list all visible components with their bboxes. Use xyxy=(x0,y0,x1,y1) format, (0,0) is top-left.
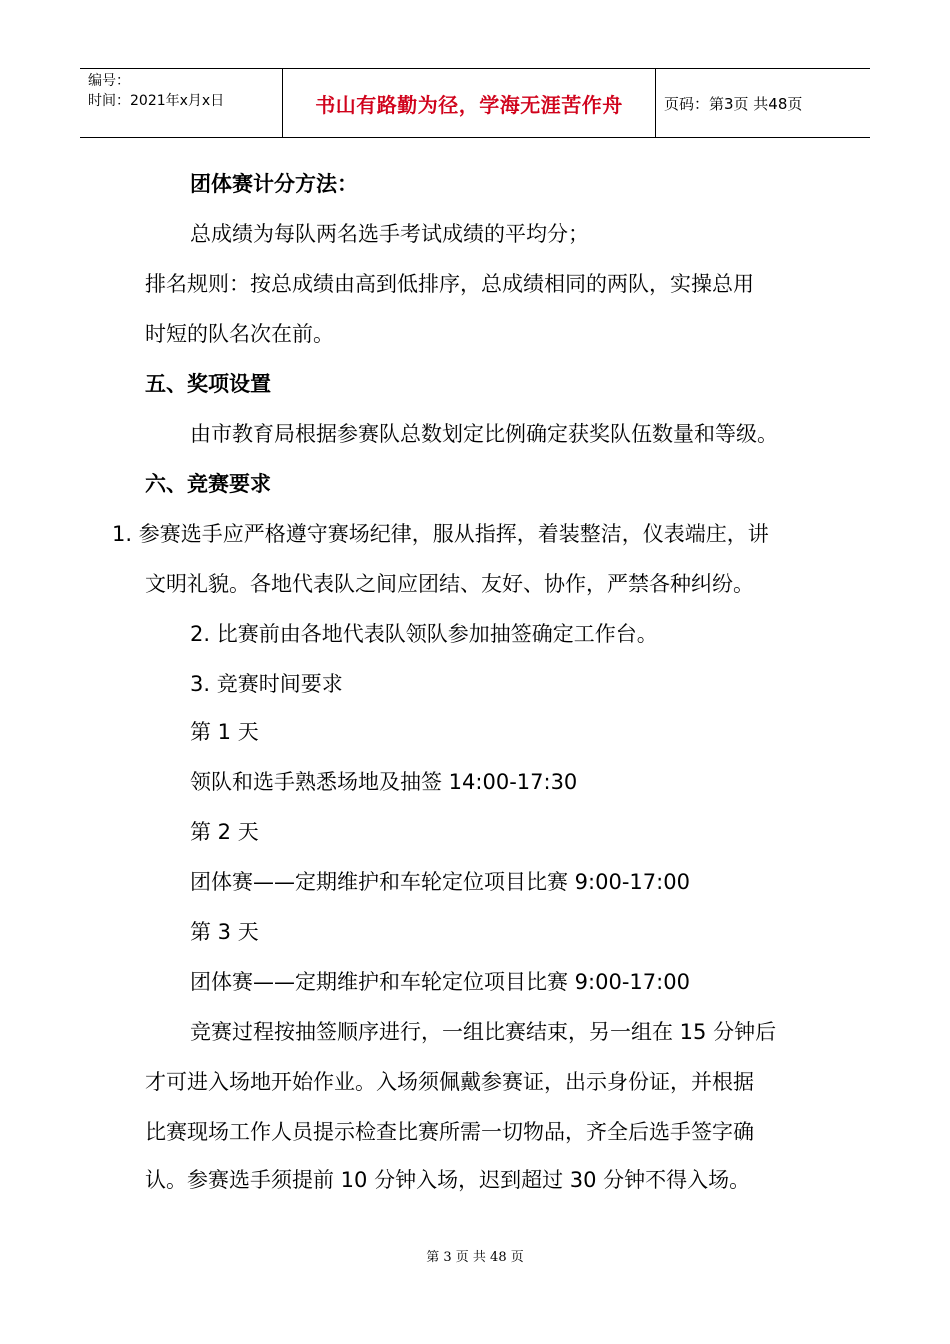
header-motto: 书山有路勤为径，学海无涯苦作舟 xyxy=(282,69,656,137)
header-page-label: 页码：第3页 共48页 xyxy=(664,94,803,113)
page-footer: 第 3 页 共 48 页 xyxy=(426,1250,524,1265)
header-number-label: 编号： xyxy=(88,73,130,89)
header-date-label: 时间：2021年x月x日 xyxy=(88,93,225,109)
ranking-line-2: 时短的队名次在前。 xyxy=(145,322,334,346)
day-1-label: 第 1 天 xyxy=(190,720,259,744)
requirement-1-line-1: 1. 参赛选手应严格遵守赛场纪律，服从指挥，着装整洁，仪表端庄，讲 xyxy=(112,522,769,546)
scoring-heading: 团体赛计分方法： xyxy=(190,172,358,196)
day-2-label: 第 2 天 xyxy=(190,820,259,844)
scoring-total: 总成绩为每队两名选手考试成绩的平均分； xyxy=(190,222,589,246)
section6-heading: 六、竞赛要求 xyxy=(145,472,271,496)
process-line-4: 认。参赛选手须提前 10 分钟入场，迟到超过 30 分钟不得入场。 xyxy=(145,1168,751,1192)
day-3-label: 第 3 天 xyxy=(190,920,259,944)
day-2-schedule: 团体赛——定期维护和车轮定位项目比赛 9:00-17:00 xyxy=(190,870,690,894)
day-1-schedule: 领队和选手熟悉场地及抽签 14:00-17:30 xyxy=(190,770,578,794)
day-3-schedule: 团体赛——定期维护和车轮定位项目比赛 9:00-17:00 xyxy=(190,970,690,994)
section5-heading: 五、奖项设置 xyxy=(145,372,271,396)
ranking-line-1: 排名规则：按总成绩由高到低排序，总成绩相同的两队，实操总用 xyxy=(145,272,754,296)
requirement-2: 2. 比赛前由各地代表队领队参加抽签确定工作台。 xyxy=(190,622,658,646)
requirement-1-line-2: 文明礼貌。各地代表队之间应团结、友好、协作，严禁各种纠纷。 xyxy=(145,572,754,596)
header-meta xyxy=(80,69,282,137)
process-line-1: 竞赛过程按抽签顺序进行，一组比赛结束，另一组在 15 分钟后 xyxy=(190,1020,777,1044)
page-header xyxy=(80,68,870,138)
requirement-3: 3. 竞赛时间要求 xyxy=(190,672,343,696)
section5-text: 由市教育局根据参赛队总数划定比例确定获奖队伍数量和等级。 xyxy=(190,422,778,446)
process-line-2: 才可进入场地开始作业。入场须佩戴参赛证，出示身份证，并根据 xyxy=(145,1070,754,1094)
process-line-3: 比赛现场工作人员提示检查比赛所需一切物品，齐全后选手签字确 xyxy=(145,1120,754,1144)
